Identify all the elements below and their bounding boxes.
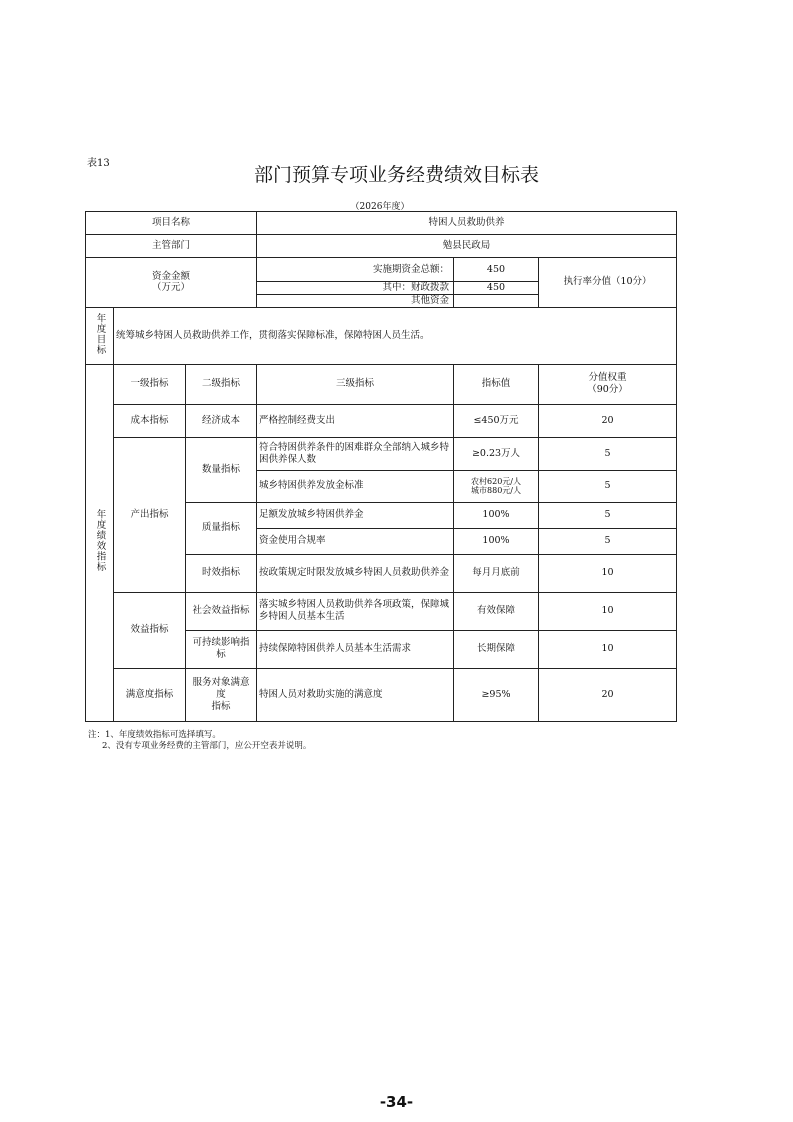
indicator-level3: 按政策规定时限发放城乡特困人员救助供养金 xyxy=(257,554,454,592)
other-funds-label: 其他资金 xyxy=(257,294,454,307)
subgroup-economic-cost: 经济成本 xyxy=(186,404,257,437)
total-funds-value: 450 xyxy=(454,258,539,282)
indicator-value: 100% xyxy=(454,528,539,554)
department-value: 勉县民政局 xyxy=(257,235,677,258)
annual-goal-label: 年度目标 xyxy=(86,307,114,364)
indicator-value: 每月月底前 xyxy=(454,554,539,592)
subgroup-social-benefit: 社会效益指标 xyxy=(186,592,257,630)
indicator-row-2 xyxy=(86,437,677,470)
indicator-value: ≥95% xyxy=(454,668,539,721)
subgroup-quantity: 数量指标 xyxy=(186,437,257,502)
project-name-label: 项目名称 xyxy=(86,212,257,235)
subgroup-service-satisfaction: 服务对象满意度 指标 xyxy=(186,668,257,721)
funds-row-total xyxy=(86,258,677,282)
fiscal-funds-label: 其中：财政拨款 xyxy=(257,282,454,295)
project-name-value: 特困人员救助供养 xyxy=(257,212,677,235)
indicator-value: ≥0.23万人 xyxy=(454,437,539,470)
indicator-weight: 10 xyxy=(539,630,677,668)
indicator-value: ≤450万元 xyxy=(454,404,539,437)
group-benefit: 效益指标 xyxy=(114,592,186,668)
footnotes xyxy=(88,730,311,753)
header-level1: 一级指标 xyxy=(114,364,186,404)
execution-score-label: 执行率分值（10分） xyxy=(539,258,677,308)
header-weight: 分值权重 （90分） xyxy=(539,364,677,404)
department-row xyxy=(86,235,677,258)
header-level2: 二级指标 xyxy=(186,364,257,404)
indicator-value: 农村620元/人 城市880元/人 xyxy=(454,470,539,502)
subgroup-timeliness: 时效指标 xyxy=(186,554,257,592)
subgroup-quality: 质量指标 xyxy=(186,502,257,554)
indicator-weight: 5 xyxy=(539,502,677,528)
indicator-weight: 5 xyxy=(539,470,677,502)
indicator-row-1 xyxy=(86,404,677,437)
total-funds-label: 实施期资金总额： xyxy=(257,258,454,282)
indicator-level3: 严格控制经费支出 xyxy=(257,404,454,437)
funds-label: 资金金额 （万元） xyxy=(86,258,257,308)
indicator-weight: 10 xyxy=(539,554,677,592)
indicator-row-9 xyxy=(86,668,677,721)
indicator-level3: 城乡特困供养发放金标准 xyxy=(257,470,454,502)
department-label: 主管部门 xyxy=(86,235,257,258)
subgroup-sustainable: 可持续影响指标 xyxy=(186,630,257,668)
other-funds-value xyxy=(454,294,539,307)
group-cost: 成本指标 xyxy=(114,404,186,437)
header-level3: 三级指标 xyxy=(257,364,454,404)
indicator-level3: 足额发放城乡特困供养金 xyxy=(257,502,454,528)
indicator-weight: 10 xyxy=(539,592,677,630)
performance-target-table xyxy=(85,211,677,722)
indicator-weight: 5 xyxy=(539,528,677,554)
page-number: -34- xyxy=(379,1093,414,1111)
group-satisfaction: 满意度指标 xyxy=(114,668,186,721)
indicator-weight: 5 xyxy=(539,437,677,470)
indicator-value: 长期保障 xyxy=(454,630,539,668)
project-name-row xyxy=(86,212,677,235)
indicators-section-label: 年度绩效指标 xyxy=(86,364,114,721)
indicator-value: 有效保障 xyxy=(454,592,539,630)
page-title: 部门预算专项业务经费绩效目标表 xyxy=(253,164,539,186)
group-output: 产出指标 xyxy=(114,437,186,592)
fiscal-year: （2026年度） xyxy=(350,202,410,212)
table-number: 表13 xyxy=(87,158,110,169)
fiscal-funds-value: 450 xyxy=(454,282,539,295)
indicator-row-7 xyxy=(86,592,677,630)
indicator-header-row xyxy=(86,364,677,404)
indicator-level3: 持续保障特困供养人员基本生活需求 xyxy=(257,630,454,668)
indicator-level3: 落实城乡特困人员救助供养各项政策，保障城乡特困人员基本生活 xyxy=(257,592,454,630)
indicator-weight: 20 xyxy=(539,668,677,721)
annual-goal-row xyxy=(86,307,677,364)
indicator-level3: 特困人员对救助实施的满意度 xyxy=(257,668,454,721)
indicator-level3: 符合特困供养条件的困难群众全部纳入城乡特困供养保人数 xyxy=(257,437,454,470)
footnote-2: 2、没有专项业务经费的主管部门，应公开空表并说明。 xyxy=(102,741,312,752)
indicator-weight: 20 xyxy=(539,404,677,437)
indicator-value: 100% xyxy=(454,502,539,528)
annual-goal-text: 统筹城乡特困人员救助供养工作，贯彻落实保障标准，保障特困人员生活。 xyxy=(114,307,677,364)
header-value: 指标值 xyxy=(454,364,539,404)
footnote-1: 注：1、年度绩效指标可选择填写。 xyxy=(88,730,221,740)
indicator-level3: 资金使用合规率 xyxy=(257,528,454,554)
